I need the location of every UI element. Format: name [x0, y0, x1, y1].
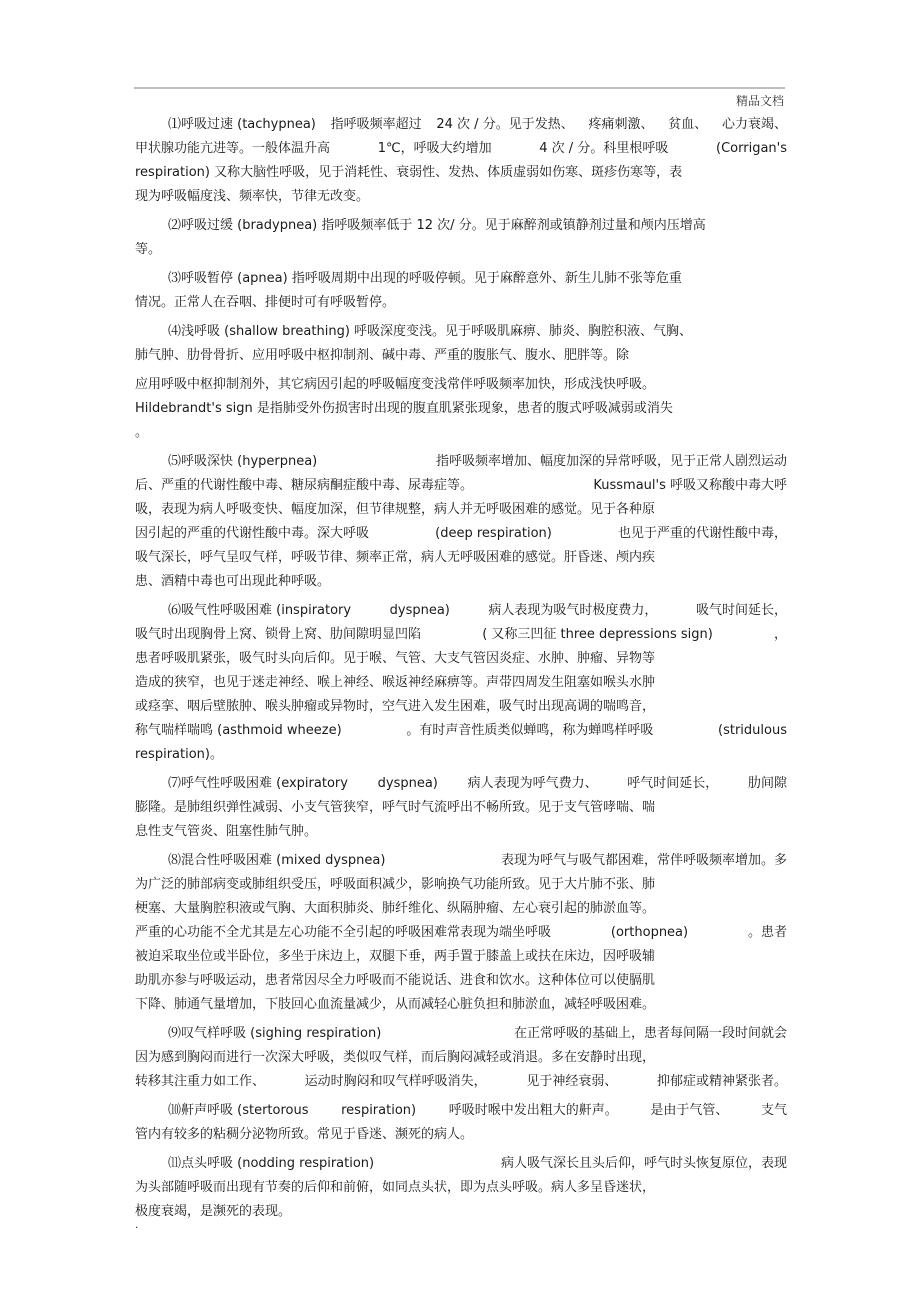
text-segment: dyspnea)	[377, 776, 438, 791]
text-segment: 为广泛的肺部病变或肺组织受压，呼吸面积减少，影响换气功能所致。见于大片肺不张、肺	[135, 877, 656, 892]
text-segment: ⑹吸气性呼吸困难 (inspiratory	[168, 603, 352, 618]
text-segment: 见于神经衰弱、	[526, 1074, 618, 1089]
document-body	[135, 113, 787, 1224]
text-segment: ⑴呼吸过速 (tachypnea)	[168, 117, 316, 132]
text-segment: (stridulous	[718, 723, 787, 738]
text-segment: (deep respiration)	[435, 526, 552, 541]
text-segment: ( 又称三凹征 three depressions sign)	[482, 627, 713, 642]
text-line	[135, 1176, 787, 1200]
text-segment: 甲状腺功能亢进等。一般体温升高	[135, 141, 331, 156]
text-segment: ⑻混合性呼吸困难 (mixed dyspnea)	[168, 853, 386, 868]
text-segment: 息性支气管炎、阻塞性肺气肿。	[135, 824, 318, 839]
text-segment: 病人表现为呼气费力、	[467, 776, 598, 791]
text-segment: respiration)	[341, 1103, 417, 1118]
text-line	[135, 599, 787, 623]
text-segment: ⑷浅呼吸 (shallow breathing) 呼吸深度变浅。见于呼吸肌麻痹、肺炎、胸腔积液、气胸、	[168, 324, 693, 339]
text-segment: 造成的狭窄，也见于迷走神经、喉上神经、喉返神经麻痹等。声带四周发生阻塞如喉头水肿	[135, 675, 656, 690]
text-line	[135, 1022, 787, 1046]
text-line	[135, 267, 787, 291]
text-line	[135, 546, 787, 570]
text-segment: ⑼叹气样呼吸 (sighing respiration)	[168, 1026, 382, 1041]
text-segment: Kussmaul's 呼吸又称酸中毒大呼	[593, 478, 787, 493]
text-segment: ，	[773, 627, 787, 642]
text-segment: 指呼吸频率增加、幅度加深的异常呼吸，见于正常人剧烈运动	[435, 454, 787, 469]
text-segment: 疼痛刺激、	[588, 117, 654, 132]
text-segment: respiration) 又称大脑性呼吸，见于消耗性、衰弱性、发热、体质虚弱如伤寒、斑疹伤寒等，表	[135, 165, 683, 180]
text-segment: 1℃，呼吸大约增加	[377, 141, 492, 156]
footer-mark: .	[135, 1220, 139, 1231]
text-line	[135, 945, 787, 969]
text-line	[135, 1200, 787, 1224]
text-segment: 24 次 / 分。见于发热、	[436, 117, 574, 132]
text-segment: 运动时胸闷和叹气样呼吸消失，	[304, 1074, 487, 1089]
text-segment: Hildebrandt's sign 是指肺受外伤损害时出现的腹直肌紧张现象，患者的腹式呼吸减弱或消失	[135, 401, 673, 416]
text-segment: 吸气时出现胸骨上窝、锁骨上窝、肋间隙明显凹陷	[135, 627, 422, 642]
text-segment: 心力衰竭、	[721, 117, 787, 132]
text-segment: ⑶呼吸暂停 (apnea) 指呼吸周期中出现的呼吸停顿。见于麻醉意外、新生儿肺不张等危重	[168, 271, 682, 286]
text-line	[135, 320, 787, 344]
text-segment: 抑郁症或精神紧张者。	[656, 1074, 787, 1089]
text-line	[135, 897, 787, 921]
text-segment: 患、酒精中毒也可出现此种呼吸。	[135, 574, 331, 589]
text-segment: (Corrigan's	[716, 141, 787, 156]
text-segment: 。患者	[747, 925, 787, 940]
text-line	[135, 214, 787, 238]
text-segment: 现为呼吸幅度浅、频率快，节律无改变。	[135, 189, 370, 204]
text-line	[135, 993, 787, 1017]
text-line	[135, 719, 787, 743]
text-segment: 病人吸气深长且头后仰，呼气时头恢复原位，表现	[500, 1156, 787, 1171]
text-segment: 表现为呼气与吸气都困难，常伴呼吸频率增加。多	[500, 853, 787, 868]
text-segment: 下降、肺通气量增加，下肢回心血流量减少，从而减轻心脏负担和肺淤血，减轻呼吸困难。	[135, 997, 656, 1012]
text-line	[135, 570, 787, 594]
text-segment: 应用呼吸中枢抑制剂外，其它病因引起的呼吸幅度变浅常伴呼吸频率加快，形成浅快呼吸。	[135, 377, 656, 392]
text-segment: 吸气时间延长，	[695, 603, 787, 618]
text-line	[135, 450, 787, 474]
text-line	[135, 291, 787, 315]
text-line	[135, 397, 787, 421]
text-line	[135, 421, 787, 445]
text-segment: 患者呼吸肌紧张，吸气时头向后仰。见于喉、气管、大支气管因炎症、水肿、肿瘤、异物等	[135, 651, 656, 666]
text-line	[135, 820, 787, 844]
text-line	[135, 695, 787, 719]
text-line	[135, 743, 787, 767]
text-segment: 助肌亦参与呼吸运动，患者常因尽全力呼吸而不能说话、进食和饮水。这种体位可以使膈肌	[135, 973, 656, 988]
text-line	[135, 772, 787, 796]
text-segment: 贫血、	[668, 117, 708, 132]
text-segment: 为头部随呼吸而出现有节奏的后仰和前俯，如同点头状，即为点头呼吸。病人多呈昏迷状，	[135, 1180, 656, 1195]
text-line	[135, 1123, 787, 1147]
text-segment: 被迫采取坐位或半卧位，多坐于床边上，双腿下垂，两手置于膝盖上或扶在床边，因呼吸辅	[135, 949, 656, 964]
text-line	[135, 873, 787, 897]
text-segment: ⑺呼气性呼吸困难 (expiratory	[168, 776, 348, 791]
text-line	[135, 1070, 787, 1094]
text-segment: 呼气时间延长，	[627, 776, 719, 791]
text-segment: 病人表现为吸气时极度费力，	[488, 603, 658, 618]
text-segment: ⑸呼吸深快 (hyperpnea)	[168, 454, 318, 469]
text-segment: dyspnea)	[389, 603, 450, 618]
text-line	[135, 522, 787, 546]
text-segment: 转移其注重力如工作、	[135, 1074, 266, 1089]
text-segment: 极度衰竭，是濒死的表现。	[135, 1204, 292, 1219]
text-segment: 后、严重的代谢性酸中毒、糖尿病酮症酸中毒、尿毒症等。	[135, 478, 474, 493]
text-line	[135, 1152, 787, 1176]
text-segment: 等。	[135, 242, 162, 257]
text-segment: 因引起的严重的代谢性酸中毒。深大呼吸	[135, 526, 370, 541]
text-segment: respiration)。	[135, 747, 223, 762]
text-line	[135, 185, 787, 209]
text-segment: 吸气深长，呼气呈叹气样，呼吸节律、频率正常，病人无呼吸困难的感觉。肝昏迷、颅内疾	[135, 550, 656, 565]
text-segment: 梗塞、大量胸腔积液或气胸、大面积肺炎、肺纤维化、纵隔肿瘤、左心衰引起的肺淤血等。	[135, 901, 656, 916]
text-line	[135, 238, 787, 262]
text-line	[135, 1046, 787, 1070]
text-line	[135, 373, 787, 397]
text-line	[135, 137, 787, 161]
text-segment: ⑵呼吸过缓 (bradypnea) 指呼吸频率低于 12 次/ 分。见于麻醉剂或镇静剂过量和颅内压增高	[168, 218, 706, 233]
text-segment: ⑽鼾声呼吸 (stertorous	[168, 1103, 309, 1118]
text-line	[135, 623, 787, 647]
text-segment: 肺气肿、肋骨骨折、应用呼吸中枢抑制剂、碱中毒、严重的腹胀气、腹水、肥胖等。除	[135, 348, 630, 363]
text-segment: 呼吸时喉中发出粗大的鼾声。	[448, 1103, 618, 1118]
text-line	[135, 671, 787, 695]
text-segment: 也见于严重的代谢性酸中毒，	[617, 526, 787, 541]
text-line	[135, 1099, 787, 1123]
text-segment: 吸，表现为病人呼吸变快、幅度加深，但节律规整，病人并无呼吸困难的感觉。见于各种原	[135, 502, 656, 517]
text-line	[135, 474, 787, 498]
text-line	[135, 796, 787, 820]
header-title: 精品文档	[735, 94, 784, 108]
text-segment: 膨隆。是肺组织弹性减弱、小支气管狭窄，呼气时气流呼出不畅所致。见于支气管哮喘、喘	[135, 800, 656, 815]
text-line	[135, 161, 787, 185]
text-line	[135, 849, 787, 873]
text-segment: 管内有较多的粘稠分泌物所致。常见于昏迷、濒死的病人。	[135, 1127, 474, 1142]
text-line	[135, 969, 787, 993]
text-segment: 支气	[760, 1103, 787, 1118]
text-segment: 或痉挛、咽后壁脓肿、喉头肿瘤或异物时，空气进入发生困难，吸气时出现高调的喘鸣音，	[135, 699, 656, 714]
text-segment: 肋间隙	[747, 776, 787, 791]
text-segment: 是由于气管、	[650, 1103, 729, 1118]
text-line	[135, 344, 787, 368]
text-line	[135, 498, 787, 522]
text-segment: (orthopnea)	[610, 925, 689, 940]
text-line	[135, 921, 787, 945]
text-segment: 。有时声音性质类似蝉鸣，称为蝉鸣样呼吸	[406, 723, 654, 738]
text-segment: ⑾点头呼吸 (nodding respiration)	[168, 1156, 375, 1171]
text-segment: 因为感到胸闷而进行一次深大呼吸，类似叹气样，而后胸闷减轻或消退。多在安静时出现，	[135, 1050, 656, 1065]
header-rule	[134, 87, 785, 89]
text-line	[135, 113, 787, 137]
text-segment: 4 次 / 分。科里根呼吸	[539, 141, 669, 156]
text-line	[135, 647, 787, 671]
text-segment: 情况。正常人在吞咽、排便时可有呼吸暂停。	[135, 295, 396, 310]
text-segment: 严重的心功能不全尤其是左心功能不全引起的呼吸困难常表现为端坐呼吸	[135, 925, 552, 940]
text-segment: 在正常呼吸的基础上，患者每间隔一段时间就会	[513, 1026, 787, 1041]
text-segment: 指呼吸频率超过	[330, 117, 422, 132]
text-segment: 。	[135, 425, 149, 440]
text-segment: 称气喘样喘鸣 (asthmoid wheeze)	[135, 723, 342, 738]
